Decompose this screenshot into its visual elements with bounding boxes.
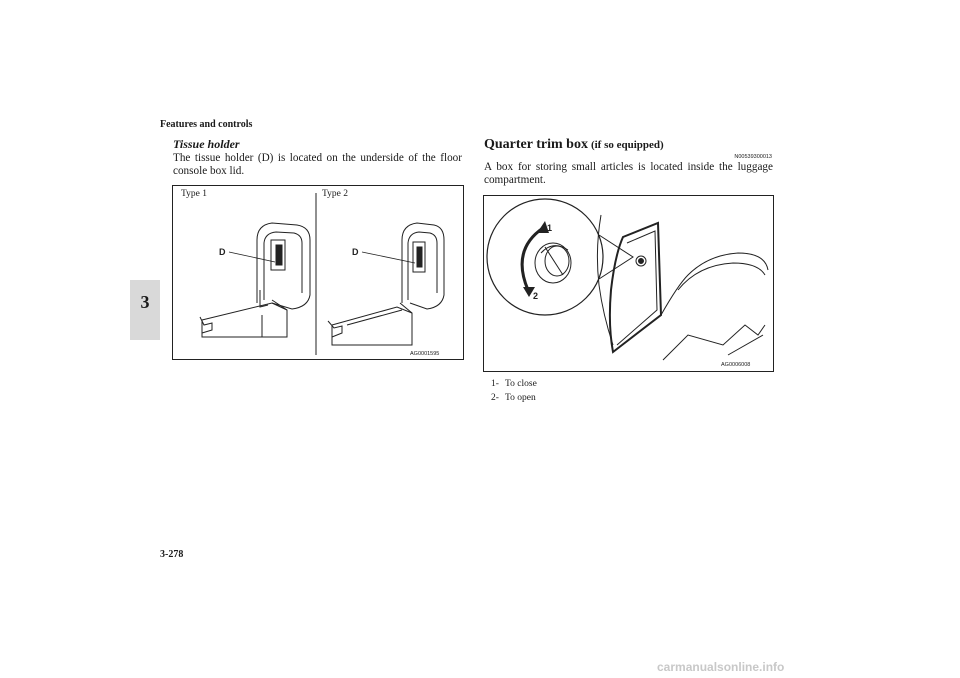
watermark-footer: carmanualsonline.info	[657, 660, 785, 674]
quarter-trim-box-title: Quarter trim box	[484, 137, 588, 152]
quarter-trim-box-heading	[484, 137, 664, 153]
running-header: Features and controls	[160, 119, 253, 130]
figure-code-left: AG0001595	[410, 351, 440, 357]
legend-item	[491, 393, 536, 403]
legend-text: To open	[505, 393, 536, 403]
page-number: 3-278	[160, 549, 184, 560]
console-type2-drawing	[328, 223, 444, 345]
tissue-holder-illustration	[172, 185, 462, 358]
reference-code: N00539300013	[734, 154, 772, 160]
trim-panel-drawing	[597, 215, 768, 360]
legend-item	[491, 379, 537, 389]
console-type1-drawing	[200, 223, 310, 337]
legend-number: 1-	[491, 379, 499, 389]
legend-text: To close	[505, 379, 537, 389]
tissue-holder-heading: Tissue holder	[173, 137, 240, 151]
figure-code-right: AG0006008	[721, 362, 751, 368]
legend-number: 2-	[491, 393, 499, 403]
callout-d-type2: D	[352, 247, 359, 257]
type1-label: Type 1	[181, 189, 207, 199]
type2-label: Type 2	[322, 189, 348, 199]
heading-note: (if so equipped)	[590, 139, 664, 151]
chapter-number: 3	[140, 292, 150, 312]
arrow-label-1: 1	[547, 223, 553, 233]
quarter-trim-box-paragraph: A box for storing small articles is located inside the luggage compartment.	[484, 161, 773, 186]
arrow-label-2: 2	[533, 291, 539, 301]
quarter-trim-box-illustration	[483, 195, 772, 370]
tissue-holder-paragraph: The tissue holder (D) is located on the underside of the floor console box lid.	[173, 152, 462, 177]
callout-d-type1: D	[219, 247, 226, 257]
